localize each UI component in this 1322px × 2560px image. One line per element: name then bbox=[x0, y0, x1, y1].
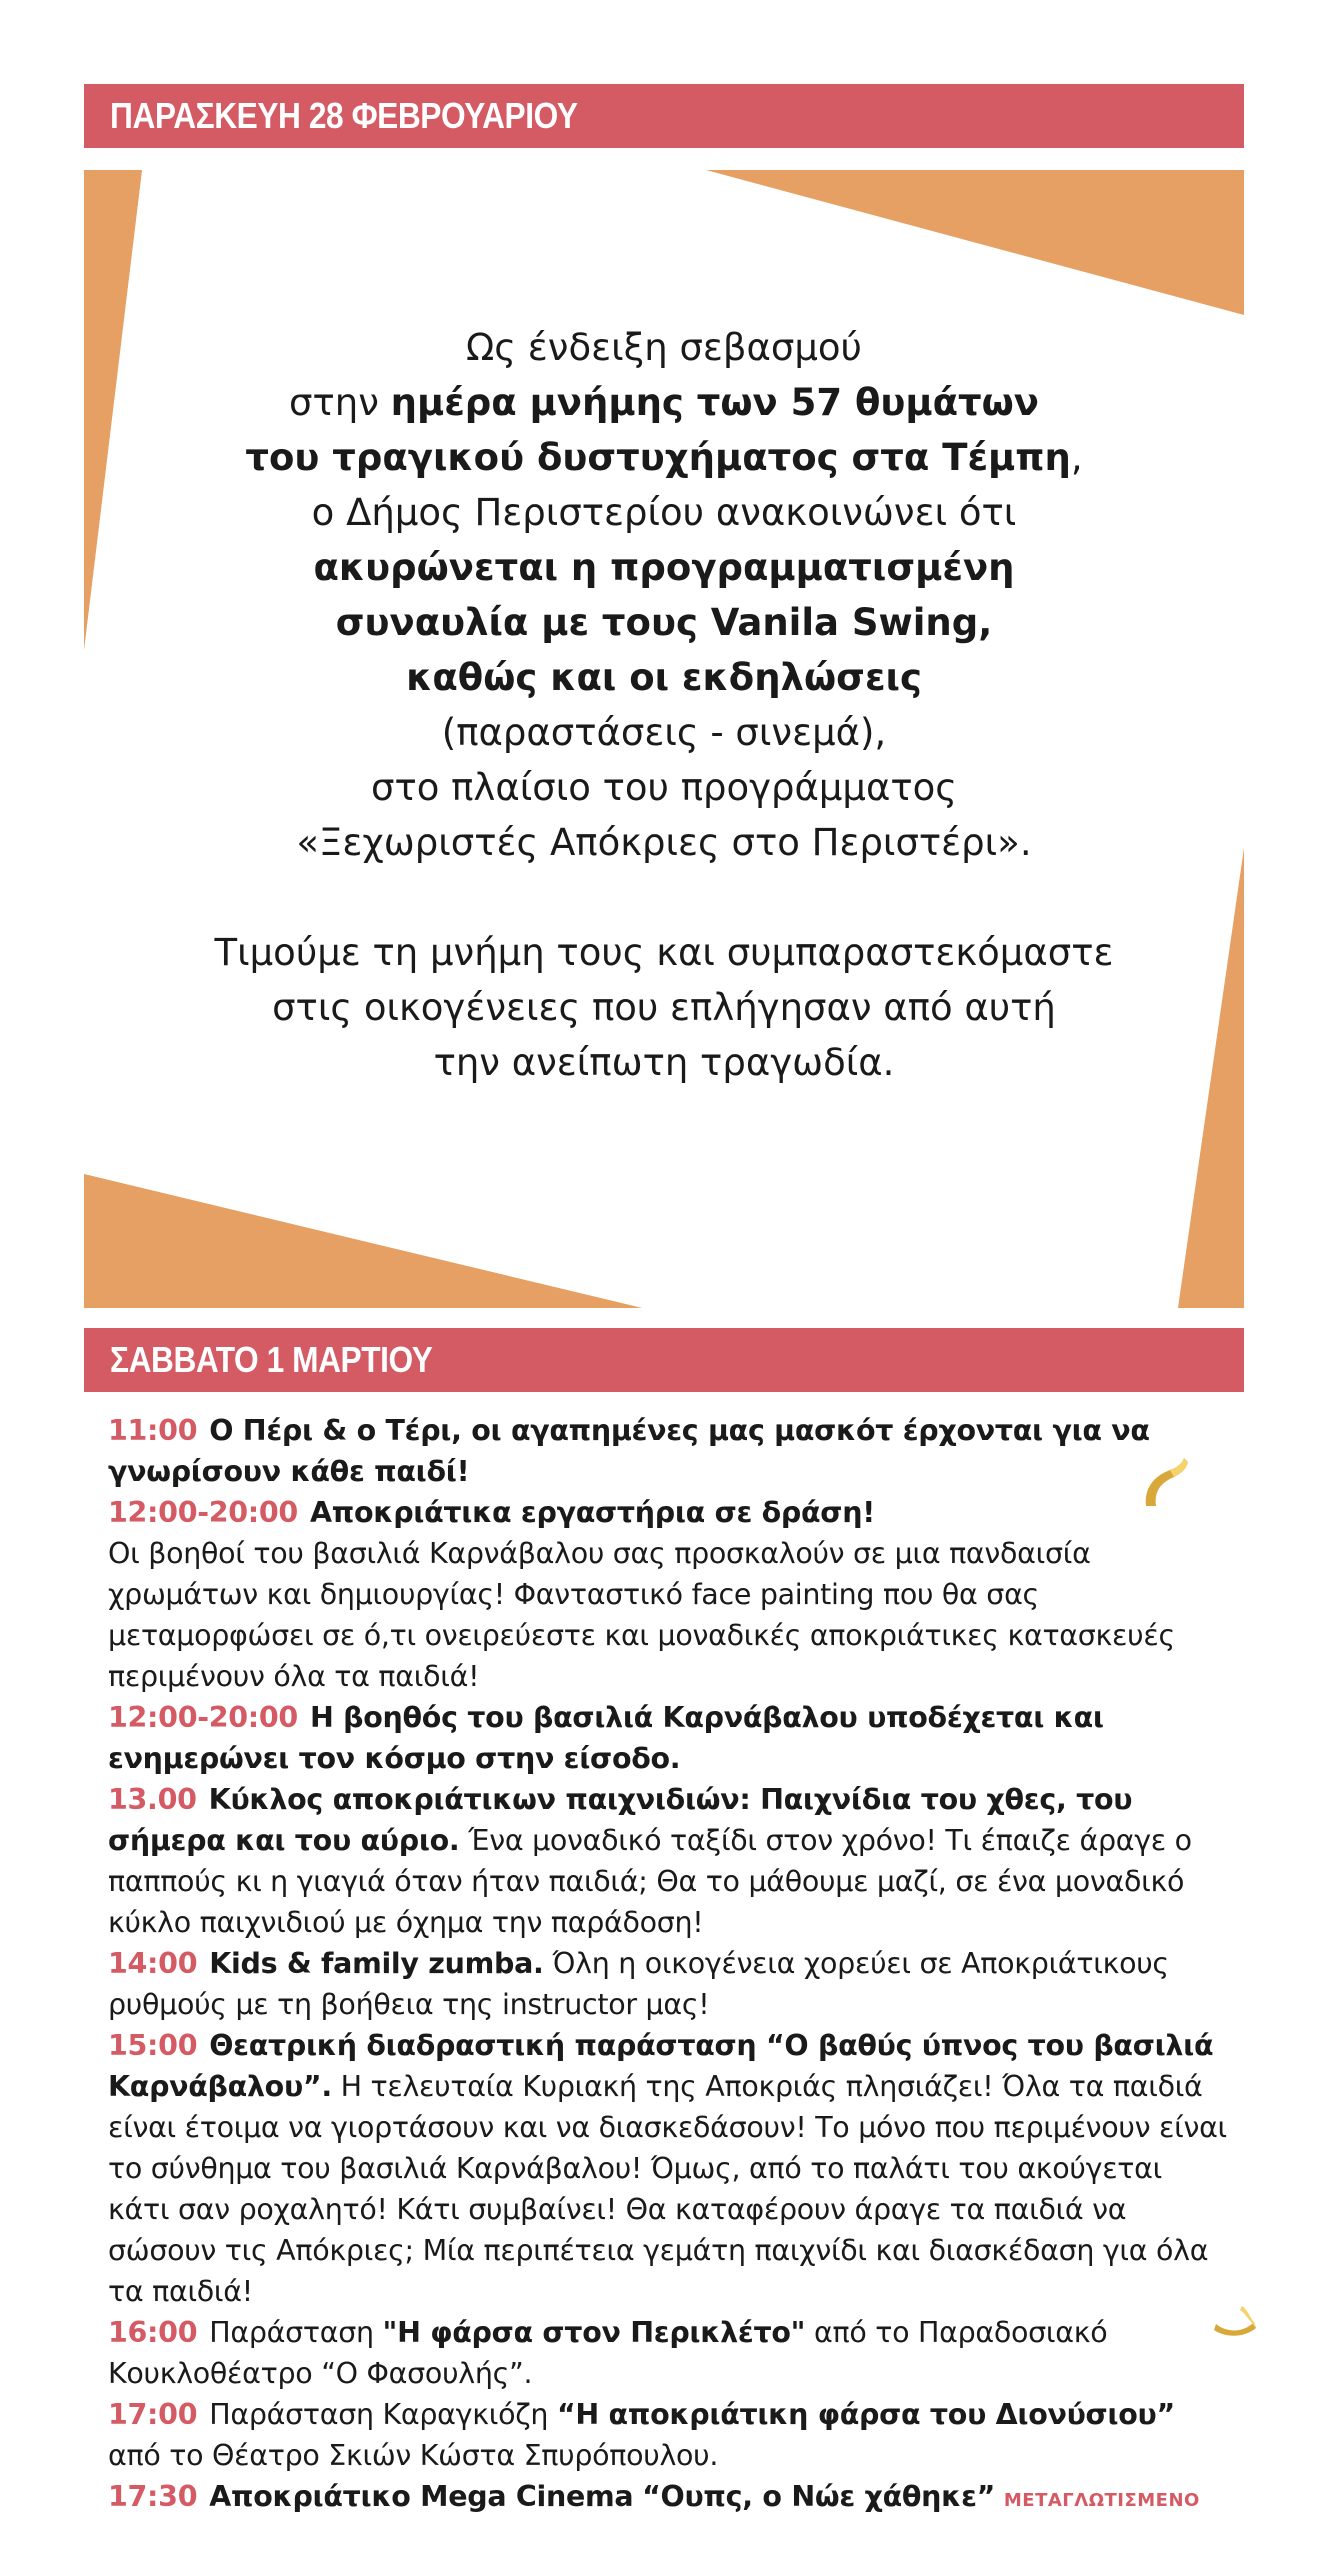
event-title: Αποκριάτικα εργαστήρια σε δράση! bbox=[309, 1496, 875, 1529]
event-time: 13.00 bbox=[108, 1783, 197, 1816]
confetti-icon bbox=[1214, 2302, 1258, 2338]
event-time: 14:00 bbox=[108, 1947, 198, 1980]
event-time: 17:30 bbox=[108, 2480, 198, 2513]
notice-line: στην ημέρα μνήμης των 57 θυμάτων bbox=[289, 381, 1039, 424]
event-time: 12:00-20:00 bbox=[108, 1701, 298, 1734]
notice-line: συναυλία με τους Vanila Swing, bbox=[335, 601, 993, 644]
notice-line: στις οικογένειες που επλήγησαν από αυτή bbox=[272, 986, 1056, 1029]
event-title: Αποκριάτικο Mega Cinema bbox=[209, 2480, 634, 2513]
schedule-item bbox=[108, 1492, 1228, 1697]
event-prefix: Παράσταση bbox=[209, 2316, 383, 2349]
saturday-schedule bbox=[108, 1410, 1228, 2521]
event-title: “Η αποκριάτικη φάρσα του Διονύσιου” bbox=[556, 2398, 1175, 2431]
notice-line: στο πλαίσιο του προγράμματος bbox=[371, 766, 957, 809]
subtitle-tag: ΜΕΤΑΓΛΩΤΙΣΜΕΝΟ bbox=[1003, 2490, 1200, 2511]
notice-line: Τιμούμε τη μνήμη τους και συμπαραστεκόμαστε bbox=[214, 931, 1114, 974]
notice-line: ο Δήμος Περιστερίου ανακοινώνει ότι bbox=[311, 491, 1017, 534]
event-title: Κύκλος αποκριάτικων παιχνιδιών: Παιχνίδια του χθες, του σήμερα και του αύριο. bbox=[108, 1783, 1133, 1857]
cancellation-notice bbox=[84, 170, 1244, 1308]
event-time: 11:00 bbox=[108, 1414, 198, 1447]
schedule-item bbox=[108, 1943, 1228, 2025]
event-title: Kids & family zumba. bbox=[209, 1947, 544, 1980]
event-title: Η βοηθός του βασιλιά Καρνάβαλου υποδέχεται και ενημερώνει τον κόσμο στην είσοδο. bbox=[108, 1701, 1104, 1775]
event-prefix: Παράσταση Καραγκιόζη bbox=[209, 2398, 557, 2431]
schedule-item bbox=[108, 2476, 1228, 2521]
event-title: Ο Πέρι & ο Τέρι, οι αγαπημένες μας μασκότ έρχονται για να γνωρίσουν κάθε παιδί! bbox=[108, 1414, 1150, 1488]
event-description: Οι βοηθοί του βασιλιά Καρνάβαλου σας προσκαλούν σε μια πανδαισία χρωμάτων και δημιουργίας! Φανταστικό face painting που θα σας μεταμορφώσει σε ό,τι ονειρεύεστε και μοναδικές αποκριάτικες κατασκευές περιμένουν όλα τα παιδιά! bbox=[108, 1537, 1175, 1693]
event-time: 17:00 bbox=[108, 2398, 198, 2431]
schedule-item bbox=[108, 2394, 1228, 2476]
event-description: Όλη η οικογένεια χορεύει σε Αποκριάτικους ρυθμούς με τη βοήθεια της instructor μας! bbox=[108, 1947, 1169, 2021]
event-description: Η τελευταία Κυριακή της Αποκριάς πλησιάζει! Όλα τα παιδιά είναι έτοιμα να γιορτάσουν και να διασκεδάσουν! Το μόνο που περιμένουν είναι το σύνθημα του βασιλιά Καρνάβαλου! Όμως, από το παλάτι του ακούγεται κάτι σαν ροχαλητό! Κάτι συμβαίνει! Θα καταφέρουν άραγε τα παιδιά να σώσουν τις Απόκριες; Μία περιπέτεια γεμάτη παιχνίδι και διασκέδαση για όλα τα παιδιά! bbox=[108, 2070, 1227, 2308]
notice-line: του τραγικού δυστυχήματος στα Τέμπη, bbox=[245, 436, 1083, 479]
friday-header-label: ΠΑΡΑΣΚΕΥΗ 28 ΦΕΒΡΟΥΑΡΙΟΥ bbox=[110, 95, 578, 136]
event-quote: “Ουπς, ο Νώε χάθηκε” bbox=[642, 2480, 996, 2513]
notice-line: καθώς και οι εκδηλώσεις bbox=[406, 656, 922, 699]
saturday-header-label: ΣΑΒΒΑΤΟ 1 ΜΑΡΤΙΟΥ bbox=[110, 1339, 433, 1380]
friday-header bbox=[84, 84, 1244, 148]
event-time: 16:00 bbox=[108, 2316, 198, 2349]
event-title: "Η φάρσα στον Περικλέτο" bbox=[382, 2316, 806, 2349]
notice-line: (παραστάσεις - σινεμά), bbox=[441, 711, 887, 754]
saturday-header bbox=[84, 1328, 1244, 1392]
event-description: από το Θέατρο Σκιών Κώστα Σπυρόπουλου. bbox=[108, 2439, 719, 2472]
event-description: Ένα μοναδικό ταξίδι στον χρόνο! Τι έπαιζε άραγε ο παππούς κι η γιαγιά όταν ήταν παιδιά; Θα το μάθουμε μαζί, σε ένα μοναδικό κύκλο παιχνιδιού με όχημα την παράδοση! bbox=[108, 1824, 1192, 1939]
schedule-item bbox=[108, 1410, 1228, 1492]
notice-line: ακυρώνεται η προγραμματισμένη bbox=[313, 546, 1015, 589]
notice-text bbox=[144, 320, 1184, 1090]
confetti-icon bbox=[1140, 1456, 1190, 1512]
schedule-item bbox=[108, 2025, 1228, 2312]
event-time: 12:00-20:00 bbox=[108, 1496, 298, 1529]
schedule-item bbox=[108, 1697, 1228, 1779]
notice-line: την ανείπωτη τραγωδία. bbox=[433, 1041, 895, 1084]
event-time: 15:00 bbox=[108, 2029, 198, 2062]
notice-line: Ως ένδειξη σεβασμού bbox=[466, 326, 862, 369]
notice-line: «Ξεχωριστές Απόκριες στο Περιστέρι». bbox=[296, 821, 1032, 864]
event-description: από το Παραδοσιακό Κουκλοθέατρο “Ο Φασουλής”. bbox=[108, 2316, 1108, 2390]
schedule-item bbox=[108, 2312, 1228, 2394]
schedule-item bbox=[108, 1779, 1228, 1943]
event-title: Θεατρική διαδραστική παράσταση “Ο βαθύς ύπνος του βασιλιά Καρνάβαλου”. bbox=[108, 2029, 1214, 2103]
